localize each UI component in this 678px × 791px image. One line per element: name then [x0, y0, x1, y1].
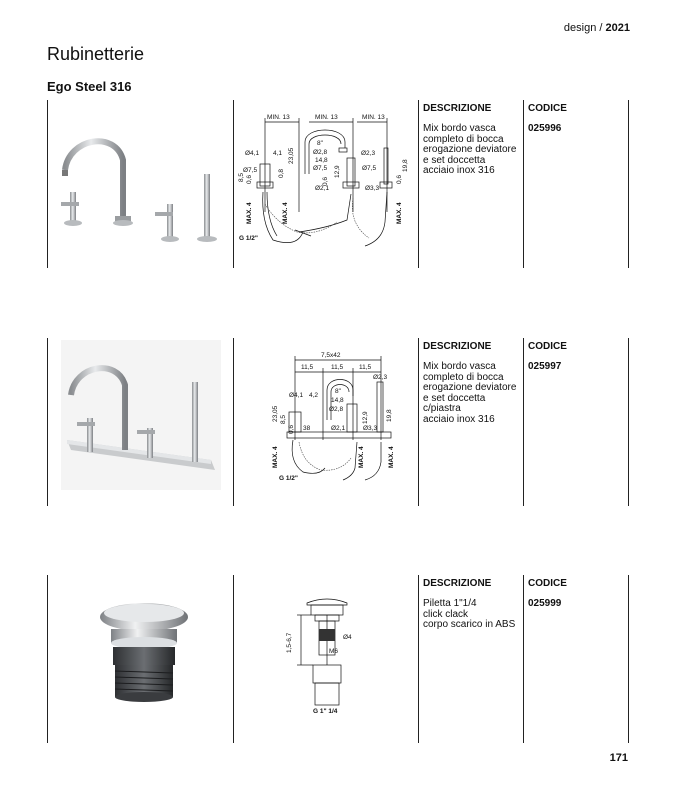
divider	[523, 338, 524, 506]
dim-label: 0,6	[288, 424, 295, 434]
technical-drawing	[269, 350, 409, 485]
divider	[47, 100, 48, 268]
dim-label: Ø7,5	[243, 167, 258, 174]
dim-label: MIN. 13	[362, 114, 385, 121]
dim-label: Ø3,3	[365, 185, 380, 192]
dim-label: 19,8	[386, 409, 393, 422]
dim-label: 12,9	[334, 165, 341, 178]
section-header	[564, 22, 630, 34]
dim-label: 0,8	[278, 168, 285, 178]
divider	[628, 100, 629, 268]
section-separator: /	[596, 22, 606, 34]
product-description: Mix bordo vasca completo di bocca erogazione deviatore e set doccetta c/piastra acciaio inox 316	[423, 361, 517, 425]
product-row-025999	[47, 575, 629, 743]
dim-label: Ø2,8	[329, 406, 344, 413]
description-header: DESCRIZIONE	[423, 578, 492, 589]
dim-label: Ø2,1	[331, 425, 346, 432]
code-header: CODICE	[528, 341, 567, 352]
dim-label: 23,05	[288, 147, 295, 164]
dim-label: Ø2,8	[313, 149, 328, 156]
divider	[628, 338, 629, 506]
dim-label: 4,2	[309, 392, 319, 399]
product-row-025997	[47, 338, 629, 506]
dim-label: Ø2,3	[361, 150, 376, 157]
dim-label: 38	[303, 425, 311, 432]
code-header: CODICE	[528, 578, 567, 589]
dim-label: 8"	[317, 140, 323, 147]
dim-label: G 1/2"	[239, 235, 258, 242]
page-title: Rubinetterie	[47, 44, 145, 64]
dim-label: 0,6	[322, 176, 329, 186]
dim-label: 8,5	[280, 414, 287, 424]
dim-label: 8"	[335, 388, 341, 395]
technical-drawing	[277, 595, 387, 715]
dim-label: Ø3,3	[363, 425, 378, 432]
dim-label: 12,9	[362, 411, 369, 424]
dim-label: MAX. 4	[388, 446, 395, 468]
dim-label: MIN. 13	[315, 114, 338, 121]
divider	[233, 100, 234, 268]
dim-label: MAX. 4	[246, 202, 253, 224]
divider	[47, 575, 48, 743]
section-name: design	[563, 22, 597, 34]
dim-label: 1,5-6,7	[286, 632, 293, 653]
dim-label: Ø2,1	[315, 185, 330, 192]
dim-label: 14,8	[315, 157, 328, 164]
product-code: 025999	[528, 598, 562, 609]
page-number: 171	[609, 752, 628, 764]
code-header: CODICE	[528, 103, 567, 114]
divider	[418, 338, 419, 506]
dim-label: MAX. 4	[358, 446, 365, 468]
product-description: Piletta 1"1/4 click clack corpo scarico in ABS	[423, 598, 516, 630]
dim-label: G 1" 1/4	[313, 708, 338, 715]
divider	[233, 338, 234, 506]
product-photo	[55, 130, 225, 250]
product-row-025996	[47, 100, 629, 268]
dim-label: M6	[329, 648, 339, 655]
dim-label: 4,1	[273, 150, 283, 157]
product-description: Mix bordo vasca completo di bocca erogazione deviatore e set doccetta acciaio inox 316	[423, 123, 517, 176]
dim-label: 11,5	[331, 364, 344, 371]
divider	[628, 575, 629, 743]
dim-label: 23,05	[272, 405, 279, 422]
divider	[418, 100, 419, 268]
dim-label: Ø7,5	[362, 165, 377, 172]
dim-label: Ø7,5	[313, 165, 328, 172]
divider	[523, 575, 524, 743]
dim-label: MAX. 4	[282, 202, 289, 224]
dim-label: 11,5	[301, 364, 314, 371]
dim-label: 0,6	[246, 174, 253, 184]
dim-label: Ø4	[343, 634, 352, 641]
description-header: DESCRIZIONE	[423, 341, 492, 352]
dim-label: 8,5	[238, 172, 245, 182]
dim-label: Ø4,1	[289, 392, 304, 399]
dim-label: 11,5	[359, 364, 372, 371]
description-header: DESCRIZIONE	[423, 103, 492, 114]
dim-label: 14,8	[331, 397, 344, 404]
product-photo	[89, 595, 199, 715]
product-photo	[61, 340, 221, 490]
dim-label: Ø2,3	[373, 374, 388, 381]
divider	[418, 575, 419, 743]
product-code: 025997	[528, 361, 562, 372]
dim-label: 19,8	[402, 159, 409, 172]
product-code: 025996	[528, 123, 562, 134]
dim-label: MIN. 13	[267, 114, 290, 121]
divider	[523, 100, 524, 268]
divider	[233, 575, 234, 743]
dim-label: G 1/2"	[279, 475, 298, 482]
dim-label: 0,6	[396, 174, 403, 184]
dim-label: 7,5x42	[321, 352, 341, 359]
technical-drawing	[237, 112, 417, 262]
dim-label: Ø4,1	[245, 150, 260, 157]
dim-label: MAX. 4	[396, 202, 403, 224]
dim-label: MAX. 4	[272, 446, 279, 468]
section-year: 2021	[605, 22, 630, 34]
product-line-title: Ego Steel 316	[47, 79, 132, 94]
divider	[47, 338, 48, 506]
